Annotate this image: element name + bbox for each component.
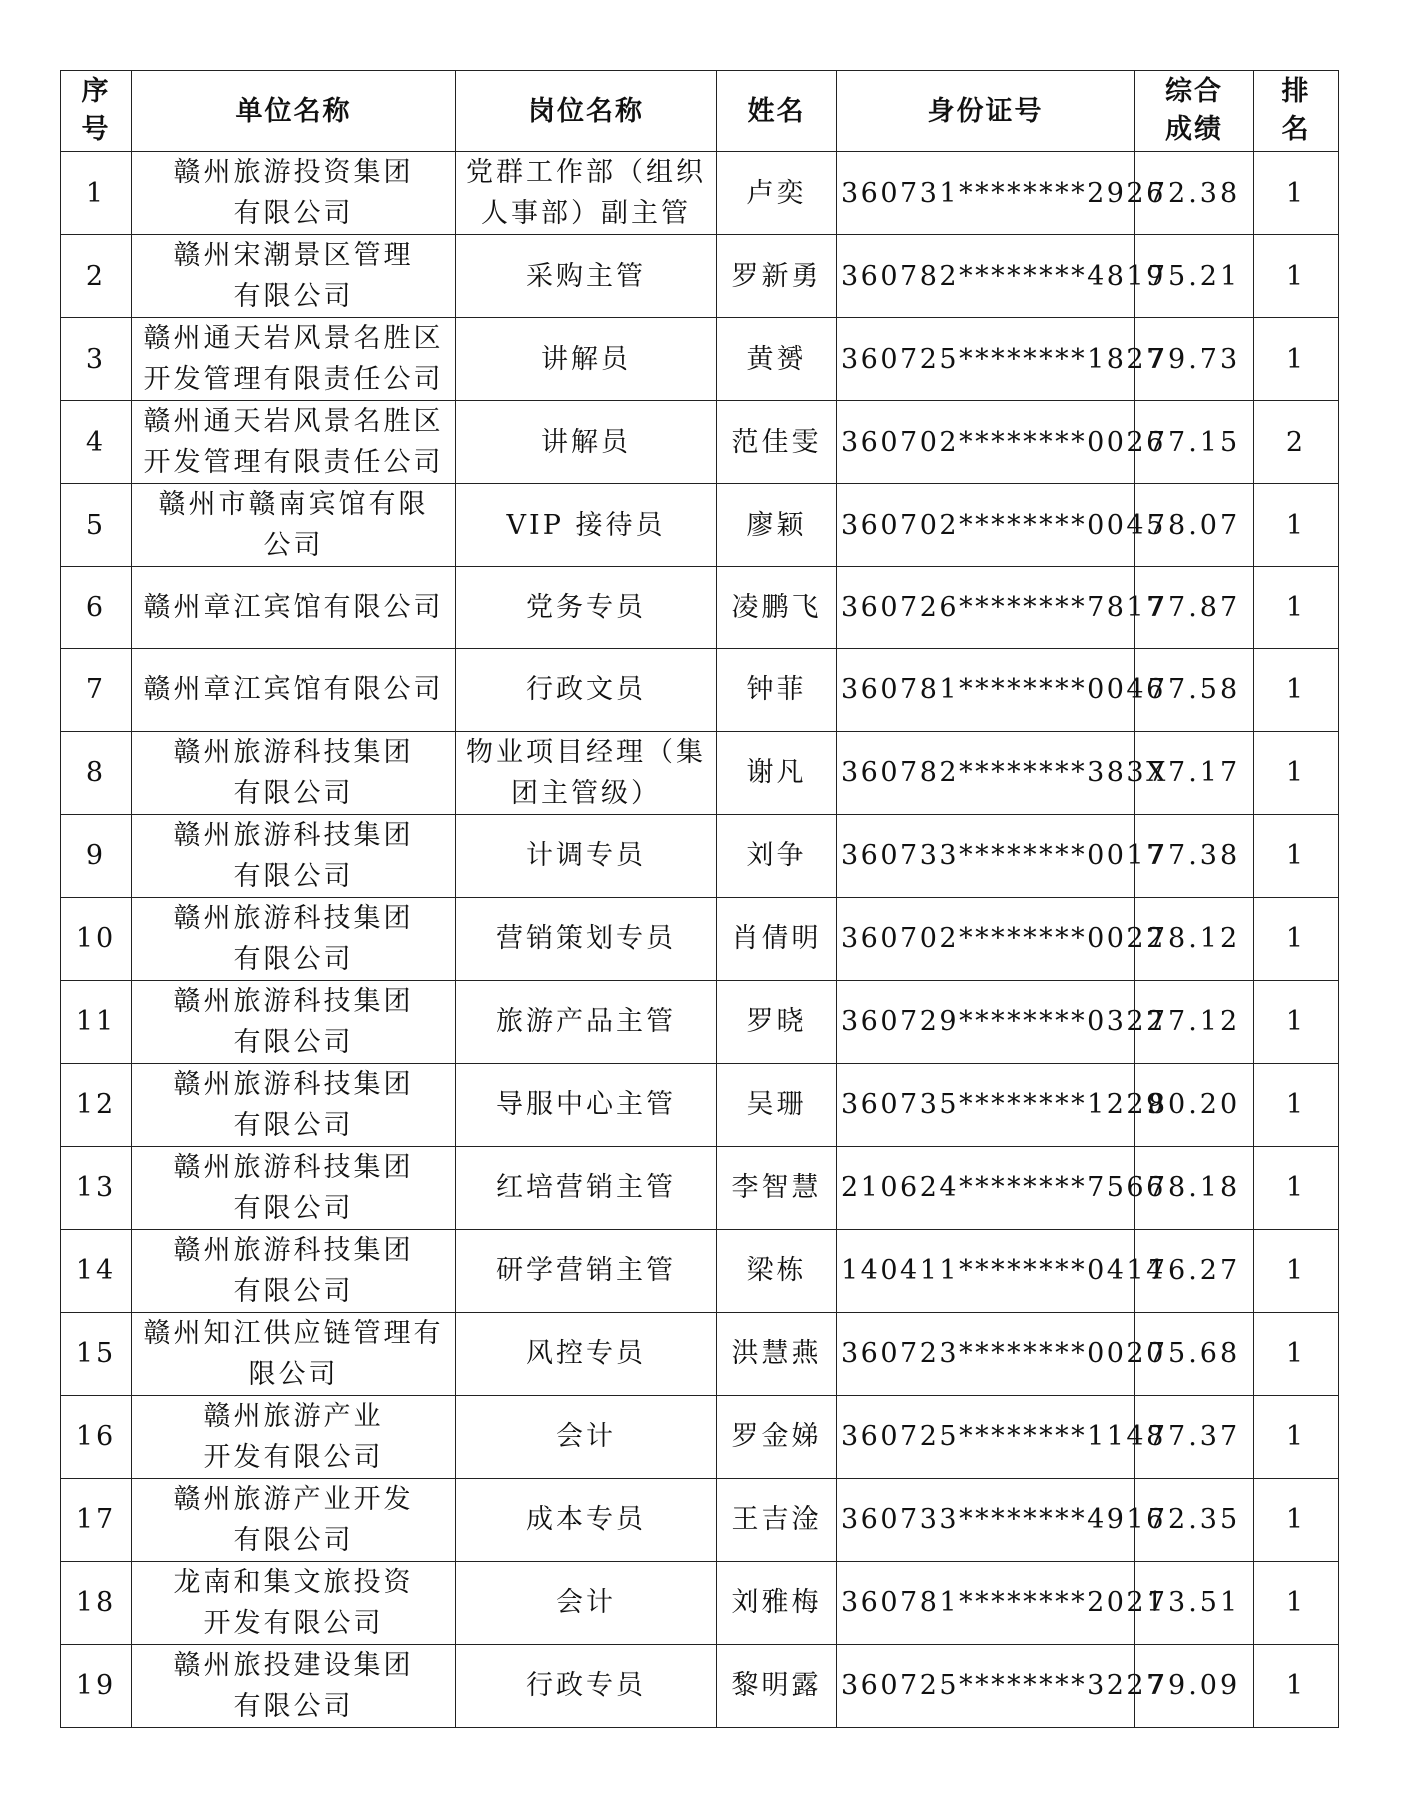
cell-unit-line: 开发有限公司: [203, 1441, 384, 1473]
cell-rank: 1: [1254, 1644, 1339, 1727]
header-seq: 序 号: [61, 71, 132, 152]
cell-score: 77.12: [1135, 980, 1254, 1063]
cell-score: 75.21: [1135, 235, 1254, 318]
cell-rank: 1: [1254, 1146, 1339, 1229]
results-table: [60, 70, 1339, 1728]
cell-id: 360725********1148: [837, 1395, 1135, 1478]
cell-unit-line: 赣州宋潮景区管理: [173, 240, 414, 271]
cell-post: [456, 1229, 717, 1312]
cell-post-line: 研学营销主管: [496, 1255, 676, 1287]
cell-id: 360781********2021: [837, 1561, 1135, 1644]
cell-unit: [132, 1478, 456, 1561]
cell-rank: 1: [1254, 1063, 1339, 1146]
cell-id: 360782********4819: [837, 235, 1135, 318]
cell-unit: [132, 484, 456, 567]
cell-post: [456, 1395, 717, 1478]
header-id: 身份证号: [837, 71, 1135, 152]
cell-unit-line: 开发管理有限责任公司: [143, 447, 444, 478]
cell-id: 360735********1229: [837, 1063, 1135, 1146]
cell-rank: 1: [1254, 1561, 1339, 1644]
cell-unit-line: 限公司: [248, 1358, 339, 1390]
cell-score: 76.27: [1135, 1229, 1254, 1312]
table-row: [61, 1312, 1339, 1395]
cell-unit-line: 赣州旅游产业开发: [173, 1483, 414, 1515]
cell-unit: [132, 1146, 456, 1229]
cell-post: [456, 1478, 717, 1561]
cell-post-line: 营销策划专员: [496, 923, 676, 955]
cell-name: 黎明露: [717, 1644, 837, 1727]
cell-seq: 6: [61, 567, 132, 649]
cell-name: 李智慧: [717, 1146, 837, 1229]
cell-unit-line: 有限公司: [233, 1109, 354, 1141]
cell-id: 360729********0322: [837, 980, 1135, 1063]
cell-post-line: 行政专员: [526, 1670, 646, 1702]
cell-post-line: 成本专员: [526, 1504, 646, 1536]
table-row: [61, 1063, 1339, 1146]
cell-unit-line: 赣州旅游科技集团: [173, 736, 414, 768]
cell-unit: [132, 318, 456, 401]
cell-seq: 19: [61, 1644, 132, 1727]
cell-unit-line: 有限公司: [233, 1524, 354, 1556]
cell-unit-line: 赣州市赣南宾馆有限: [158, 489, 429, 520]
cell-post-line: 风控专员: [526, 1338, 646, 1370]
cell-unit-line: 赣州旅游科技集团: [173, 819, 414, 851]
cell-rank: 1: [1254, 649, 1339, 731]
cell-score: 78.07: [1135, 484, 1254, 567]
cell-post: [456, 1644, 717, 1727]
cell-name: 洪慧燕: [717, 1312, 837, 1395]
cell-rank: 2: [1254, 401, 1339, 484]
cell-post: [456, 897, 717, 980]
cell-post-line: 采购主管: [526, 260, 646, 292]
table-row: [61, 1146, 1339, 1229]
cell-unit: [132, 649, 456, 731]
cell-score: 79.09: [1135, 1644, 1254, 1727]
cell-post: [456, 567, 717, 649]
cell-id: 360723********0020: [837, 1312, 1135, 1395]
cell-post: [456, 1146, 717, 1229]
cell-unit-line: 赣州旅投建设集团: [173, 1649, 414, 1681]
cell-post-line: 会计: [556, 1421, 616, 1453]
cell-rank: 1: [1254, 235, 1339, 318]
cell-post: [456, 318, 717, 401]
cell-unit-line: 赣州旅游科技集团: [173, 1234, 414, 1266]
header-unit: 单位名称: [132, 71, 456, 152]
cell-seq: 14: [61, 1229, 132, 1312]
cell-name: 肖倩明: [717, 897, 837, 980]
cell-id: 360702********0045: [837, 484, 1135, 567]
cell-name: 廖颖: [717, 484, 837, 567]
cell-post-line: 党群工作部（组织: [466, 157, 706, 188]
cell-unit-line: 有限公司: [233, 777, 354, 809]
cell-score: 77.15: [1135, 401, 1254, 484]
cell-seq: 16: [61, 1395, 132, 1478]
cell-score: 73.51: [1135, 1561, 1254, 1644]
cell-unit-line: 赣州知江供应链管理有: [143, 1317, 444, 1349]
cell-score: 77.87: [1135, 567, 1254, 649]
cell-name: 谢凡: [717, 731, 837, 814]
table-row: [61, 814, 1339, 897]
cell-unit-line: 赣州通天岩风景名胜区: [143, 406, 444, 437]
cell-post-line: 会计: [556, 1587, 616, 1619]
cell-unit-line: 赣州章江宾馆有限公司: [143, 674, 444, 706]
header-score: 综合 成绩: [1135, 71, 1254, 152]
cell-name: 钟菲: [717, 649, 837, 731]
cell-post-line: 旅游产品主管: [496, 1006, 676, 1038]
cell-unit: [132, 1644, 456, 1727]
cell-seq: 10: [61, 897, 132, 980]
cell-unit: [132, 235, 456, 318]
cell-score: 77.58: [1135, 649, 1254, 731]
cell-unit-line: 有限公司: [233, 281, 354, 312]
table-row: [61, 401, 1339, 484]
cell-unit-line: 赣州旅游科技集团: [173, 1151, 414, 1183]
cell-unit: [132, 1312, 456, 1395]
cell-unit: [132, 1229, 456, 1312]
cell-unit-line: 有限公司: [233, 1275, 354, 1307]
cell-unit-line: 赣州通天岩风景名胜区: [143, 323, 444, 354]
cell-post-line: 讲解员: [541, 343, 631, 375]
cell-name: 范佳雯: [717, 401, 837, 484]
cell-id: 140411********0414: [837, 1229, 1135, 1312]
cell-rank: 1: [1254, 1478, 1339, 1561]
cell-id: 360733********4916: [837, 1478, 1135, 1561]
cell-score: 72.35: [1135, 1478, 1254, 1561]
table-row: [61, 1395, 1339, 1478]
cell-score: 77.38: [1135, 814, 1254, 897]
cell-unit-line: 赣州旅游产业: [203, 1400, 384, 1432]
cell-rank: 1: [1254, 1395, 1339, 1478]
cell-unit-line: 有限公司: [233, 860, 354, 892]
cell-name: 王吉淦: [717, 1478, 837, 1561]
cell-unit-line: 有限公司: [233, 1026, 354, 1058]
cell-unit: [132, 152, 456, 235]
table-row: [61, 1478, 1339, 1561]
table-row: [61, 1229, 1339, 1312]
cell-seq: 17: [61, 1478, 132, 1561]
cell-post-line: VIP 接待员: [506, 509, 666, 541]
cell-id: 210624********7566: [837, 1146, 1135, 1229]
cell-post-line: 计调专员: [526, 840, 646, 872]
cell-unit-line: 赣州旅游科技集团: [173, 1068, 414, 1100]
cell-unit-line: 龙南和集文旅投资: [173, 1566, 414, 1598]
cell-unit: [132, 401, 456, 484]
header-name: 姓名: [717, 71, 837, 152]
cell-unit: [132, 980, 456, 1063]
table-row: [61, 649, 1339, 731]
cell-seq: 18: [61, 1561, 132, 1644]
cell-seq: 13: [61, 1146, 132, 1229]
cell-post: [456, 649, 717, 731]
cell-unit-line: 有限公司: [233, 943, 354, 975]
cell-unit-line: 开发有限公司: [203, 1607, 384, 1639]
cell-score: 78.18: [1135, 1146, 1254, 1229]
cell-seq: 5: [61, 484, 132, 567]
cell-unit-line: 赣州章江宾馆有限公司: [143, 592, 444, 624]
cell-post: [456, 731, 717, 814]
cell-post: [456, 235, 717, 318]
cell-score: 75.68: [1135, 1312, 1254, 1395]
cell-score: 78.12: [1135, 897, 1254, 980]
cell-seq: 15: [61, 1312, 132, 1395]
cell-unit: [132, 1063, 456, 1146]
header-rank: 排 名: [1254, 71, 1339, 152]
table-row: [61, 1561, 1339, 1644]
cell-seq: 8: [61, 731, 132, 814]
table-row: [61, 1644, 1339, 1727]
cell-name: 梁栋: [717, 1229, 837, 1312]
cell-id: 360781********0046: [837, 649, 1135, 731]
cell-unit: [132, 1395, 456, 1478]
cell-rank: 1: [1254, 152, 1339, 235]
cell-id: 360782********383X: [837, 731, 1135, 814]
cell-post: [456, 814, 717, 897]
cell-name: 刘雅梅: [717, 1561, 837, 1644]
cell-rank: 1: [1254, 731, 1339, 814]
cell-unit-line: 赣州旅游科技集团: [173, 902, 414, 934]
cell-name: 罗新勇: [717, 235, 837, 318]
cell-rank: 1: [1254, 567, 1339, 649]
cell-name: 卢奕: [717, 152, 837, 235]
cell-id: 360702********0022: [837, 897, 1135, 980]
cell-rank: 1: [1254, 1229, 1339, 1312]
cell-score: 77.17: [1135, 731, 1254, 814]
cell-post-line: 讲解员: [541, 426, 631, 458]
cell-name: 吴珊: [717, 1063, 837, 1146]
cell-unit-line: 公司: [263, 530, 324, 561]
table-body: [61, 152, 1339, 1728]
cell-post: [456, 1312, 717, 1395]
cell-rank: 1: [1254, 484, 1339, 567]
table-row: [61, 567, 1339, 649]
cell-post: [456, 401, 717, 484]
header-row: [61, 71, 1339, 152]
cell-unit-line: 有限公司: [233, 1690, 354, 1722]
cell-post: [456, 1561, 717, 1644]
table-row: [61, 980, 1339, 1063]
cell-score: 72.38: [1135, 152, 1254, 235]
cell-post-line: 物业项目经理（集: [466, 736, 706, 768]
table-row: [61, 731, 1339, 814]
cell-post: [456, 484, 717, 567]
header-post: 岗位名称: [456, 71, 717, 152]
cell-name: 罗金娣: [717, 1395, 837, 1478]
cell-name: 罗晓: [717, 980, 837, 1063]
cell-seq: 9: [61, 814, 132, 897]
cell-seq: 12: [61, 1063, 132, 1146]
table-row: [61, 484, 1339, 567]
cell-rank: 1: [1254, 980, 1339, 1063]
table-row: [61, 235, 1339, 318]
cell-unit: [132, 731, 456, 814]
cell-id: 360726********7817: [837, 567, 1135, 649]
cell-rank: 1: [1254, 1312, 1339, 1395]
cell-post: [456, 1063, 717, 1146]
cell-unit-line: 有限公司: [233, 198, 354, 229]
cell-unit: [132, 567, 456, 649]
cell-id: 360702********0026: [837, 401, 1135, 484]
cell-score: 80.20: [1135, 1063, 1254, 1146]
cell-seq: 3: [61, 318, 132, 401]
cell-seq: 11: [61, 980, 132, 1063]
cell-unit-line: 开发管理有限责任公司: [143, 364, 444, 395]
cell-score: 79.73: [1135, 318, 1254, 401]
cell-name: 凌鹏飞: [717, 567, 837, 649]
cell-seq: 4: [61, 401, 132, 484]
table-row: [61, 152, 1339, 235]
cell-seq: 2: [61, 235, 132, 318]
cell-post: [456, 152, 717, 235]
cell-score: 77.37: [1135, 1395, 1254, 1478]
cell-unit: [132, 1561, 456, 1644]
cell-post-line: 行政文员: [526, 674, 646, 706]
cell-unit-line: 赣州旅游投资集团: [173, 157, 414, 188]
cell-unit-line: 赣州旅游科技集团: [173, 985, 414, 1017]
cell-unit-line: 有限公司: [233, 1192, 354, 1224]
cell-unit: [132, 897, 456, 980]
cell-id: 360725********1827: [837, 318, 1135, 401]
table-row: [61, 318, 1339, 401]
cell-id: 360733********0017: [837, 814, 1135, 897]
cell-post-line: 导服中心主管: [496, 1089, 676, 1121]
cell-post-line: 党务专员: [526, 592, 646, 624]
cell-post-line: 人事部）副主管: [481, 198, 691, 229]
table-row: [61, 897, 1339, 980]
cell-name: 刘争: [717, 814, 837, 897]
cell-post-line: 红培营销主管: [496, 1172, 676, 1204]
cell-id: 360725********3227: [837, 1644, 1135, 1727]
cell-rank: 1: [1254, 318, 1339, 401]
cell-rank: 1: [1254, 814, 1339, 897]
cell-id: 360731********2926: [837, 152, 1135, 235]
cell-rank: 1: [1254, 897, 1339, 980]
cell-post-line: 团主管级）: [511, 777, 661, 809]
cell-seq: 1: [61, 152, 132, 235]
cell-name: 黄赟: [717, 318, 837, 401]
cell-post: [456, 980, 717, 1063]
cell-seq: 7: [61, 649, 132, 731]
cell-unit: [132, 814, 456, 897]
